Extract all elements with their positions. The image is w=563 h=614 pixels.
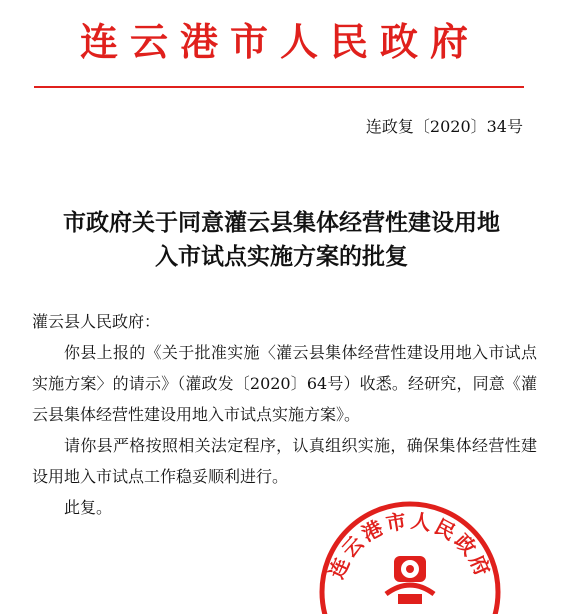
body-paragraph-1: 你县上报的《关于批准实施〈灌云县集体经营性建设用地入市试点实施方案〉的请示》（灌政发〔2020〕64号）收悉。经研究，同意《灌云县集体经营性建设用地入市试点实施方案》。: [32, 343, 537, 424]
document-title: [20, 206, 543, 274]
closing-remark: 此复。: [64, 498, 113, 517]
title-line-2: 入市试点实施方案的批复: [155, 244, 408, 270]
title-line-1: 市政府关于同意灌云县集体经营性建设用地: [63, 210, 500, 236]
seal-emblem: [386, 556, 434, 604]
document-number: 连政复〔2020〕34号: [365, 117, 523, 136]
masthead-divider: [34, 86, 524, 88]
masthead-title: 连云港市人民政府: [79, 20, 480, 64]
salutation: 灌云县人民政府：: [32, 312, 161, 331]
document-body: [32, 306, 537, 523]
official-seal: [316, 498, 504, 614]
seal-text: 连云港市人民政府: [324, 508, 496, 583]
body-paragraph-2: 请你县严格按照相关法定程序，认真组织实施，确保集体经营性建设用地入市试点工作稳妥顺利进行。: [32, 436, 537, 486]
